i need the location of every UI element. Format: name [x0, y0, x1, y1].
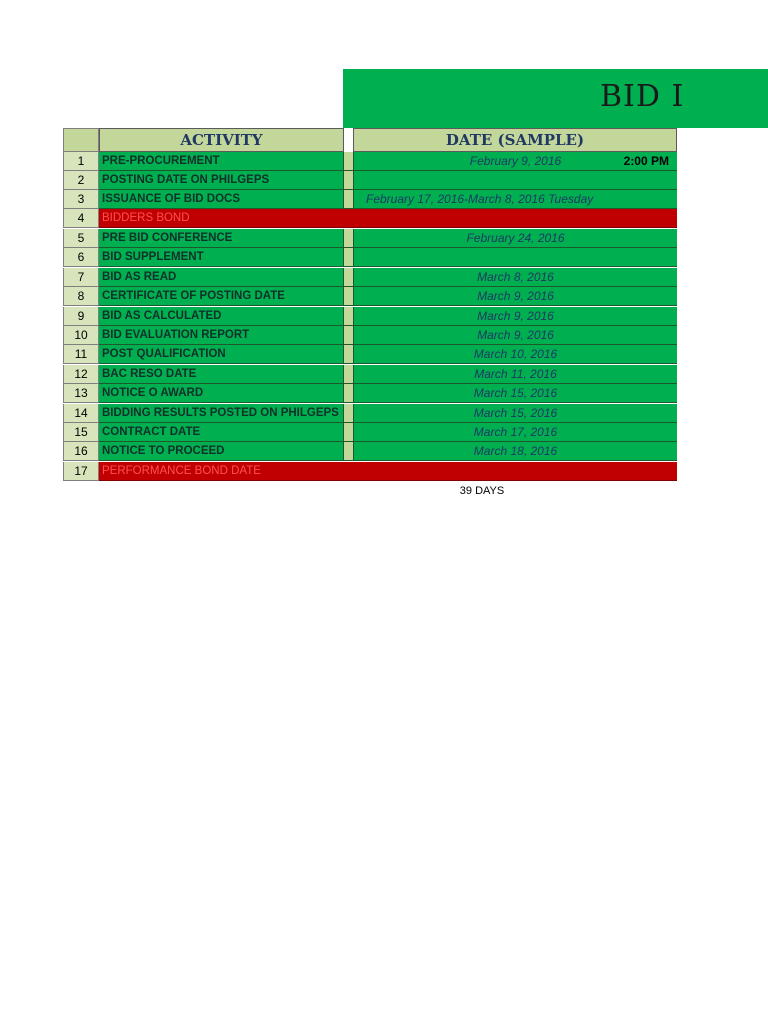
- title-banner: [343, 69, 768, 128]
- row-activity[interactable]: BAC RESO DATE: [99, 365, 344, 384]
- row-date[interactable]: March 15, 2016: [353, 384, 677, 403]
- row-date[interactable]: February 24, 2016: [353, 229, 677, 248]
- table-row: [63, 268, 677, 287]
- row-number[interactable]: 1: [63, 152, 99, 171]
- row-activity[interactable]: BID AS READ: [99, 268, 344, 287]
- row-time: 2:00 PM: [623, 154, 669, 168]
- row-date[interactable]: [353, 248, 677, 267]
- row-number[interactable]: 5: [63, 229, 99, 248]
- row-separator[interactable]: [344, 384, 353, 403]
- row-date[interactable]: March 8, 2016: [353, 268, 677, 287]
- row-activity[interactable]: BID SUPPLEMENT: [99, 248, 344, 267]
- table-row: [63, 248, 677, 267]
- row-separator[interactable]: [344, 442, 353, 461]
- table-row: [63, 152, 677, 171]
- row-separator[interactable]: [344, 404, 353, 423]
- row-number[interactable]: 13: [63, 384, 99, 403]
- row-activity[interactable]: NOTICE O AWARD: [99, 384, 344, 403]
- row-date[interactable]: [353, 171, 677, 190]
- row-activity[interactable]: NOTICE TO PROCEED: [99, 442, 344, 461]
- table-row: [63, 442, 677, 461]
- row-separator[interactable]: [344, 171, 353, 190]
- table-row: [63, 307, 677, 326]
- row-activity[interactable]: BIDDING RESULTS POSTED ON PHILGEPS: [99, 404, 344, 423]
- row-separator[interactable]: [344, 287, 353, 306]
- table-row: [63, 404, 677, 423]
- row-separator[interactable]: [344, 365, 353, 384]
- table-row: [63, 190, 677, 209]
- table-row: [63, 326, 677, 345]
- row-activity[interactable]: CONTRACT DATE: [99, 423, 344, 442]
- row-date-text: February 9, 2016: [469, 154, 562, 168]
- row-separator[interactable]: [344, 268, 353, 287]
- row-number[interactable]: 2: [63, 171, 99, 190]
- row-date[interactable]: [353, 152, 677, 171]
- row-activity[interactable]: BIDDERS BOND: [99, 209, 677, 228]
- row-activity[interactable]: PERFORMANCE BOND DATE: [99, 462, 677, 481]
- row-activity[interactable]: POSTING DATE ON PHILGEPS: [99, 171, 344, 190]
- row-number[interactable]: 11: [63, 345, 99, 364]
- row-date[interactable]: March 18, 2016: [353, 442, 677, 461]
- row-number[interactable]: 10: [63, 326, 99, 345]
- row-number[interactable]: 12: [63, 365, 99, 384]
- row-separator[interactable]: [344, 190, 353, 209]
- table-row: [63, 462, 677, 481]
- row-separator[interactable]: [344, 229, 353, 248]
- row-date[interactable]: March 9, 2016: [353, 307, 677, 326]
- row-date[interactable]: March 15, 2016: [353, 404, 677, 423]
- row-activity[interactable]: CERTIFICATE OF POSTING DATE: [99, 287, 344, 306]
- row-date[interactable]: February 17, 2016-March 8, 2016 Tuesday: [353, 190, 677, 209]
- row-number[interactable]: 14: [63, 404, 99, 423]
- row-activity[interactable]: PRE BID CONFERENCE: [99, 229, 344, 248]
- row-separator[interactable]: [344, 152, 353, 171]
- banner-title: BID I: [600, 79, 685, 114]
- row-date[interactable]: March 9, 2016: [353, 326, 677, 345]
- table-row: [63, 345, 677, 364]
- header-activity[interactable]: ACTIVITY: [99, 128, 344, 152]
- row-date[interactable]: March 10, 2016: [353, 345, 677, 364]
- row-number[interactable]: 17: [63, 462, 99, 481]
- row-date[interactable]: March 9, 2016: [353, 287, 677, 306]
- table-row: [63, 384, 677, 403]
- row-separator[interactable]: [344, 345, 353, 364]
- table-row: [63, 171, 677, 190]
- row-number[interactable]: 16: [63, 442, 99, 461]
- row-activity[interactable]: BID AS CALCULATED: [99, 307, 344, 326]
- row-activity[interactable]: PRE-PROCUREMENT: [99, 152, 344, 171]
- table-row: [63, 229, 677, 248]
- total-days[interactable]: 39 DAYS: [459, 485, 505, 497]
- row-activity[interactable]: ISSUANCE OF BID DOCS: [99, 190, 344, 209]
- table-row: [63, 365, 677, 384]
- row-date[interactable]: March 11, 2016: [353, 365, 677, 384]
- row-number[interactable]: 15: [63, 423, 99, 442]
- row-number[interactable]: 6: [63, 248, 99, 267]
- row-separator[interactable]: [344, 423, 353, 442]
- header-number-cell[interactable]: [63, 128, 99, 152]
- row-separator[interactable]: [344, 307, 353, 326]
- table-row: [63, 287, 677, 306]
- row-number[interactable]: 4: [63, 209, 99, 228]
- row-number[interactable]: 3: [63, 190, 99, 209]
- row-number[interactable]: 9: [63, 307, 99, 326]
- row-activity[interactable]: POST QUALIFICATION: [99, 345, 344, 364]
- row-activity[interactable]: BID EVALUATION REPORT: [99, 326, 344, 345]
- header-gap: [344, 128, 353, 152]
- row-separator[interactable]: [344, 326, 353, 345]
- table-row: [63, 209, 677, 228]
- row-date[interactable]: March 17, 2016: [353, 423, 677, 442]
- row-number[interactable]: 7: [63, 268, 99, 287]
- table-row: [63, 423, 677, 442]
- row-number[interactable]: 8: [63, 287, 99, 306]
- header-date[interactable]: DATE (SAMPLE): [353, 128, 677, 152]
- row-separator[interactable]: [344, 248, 353, 267]
